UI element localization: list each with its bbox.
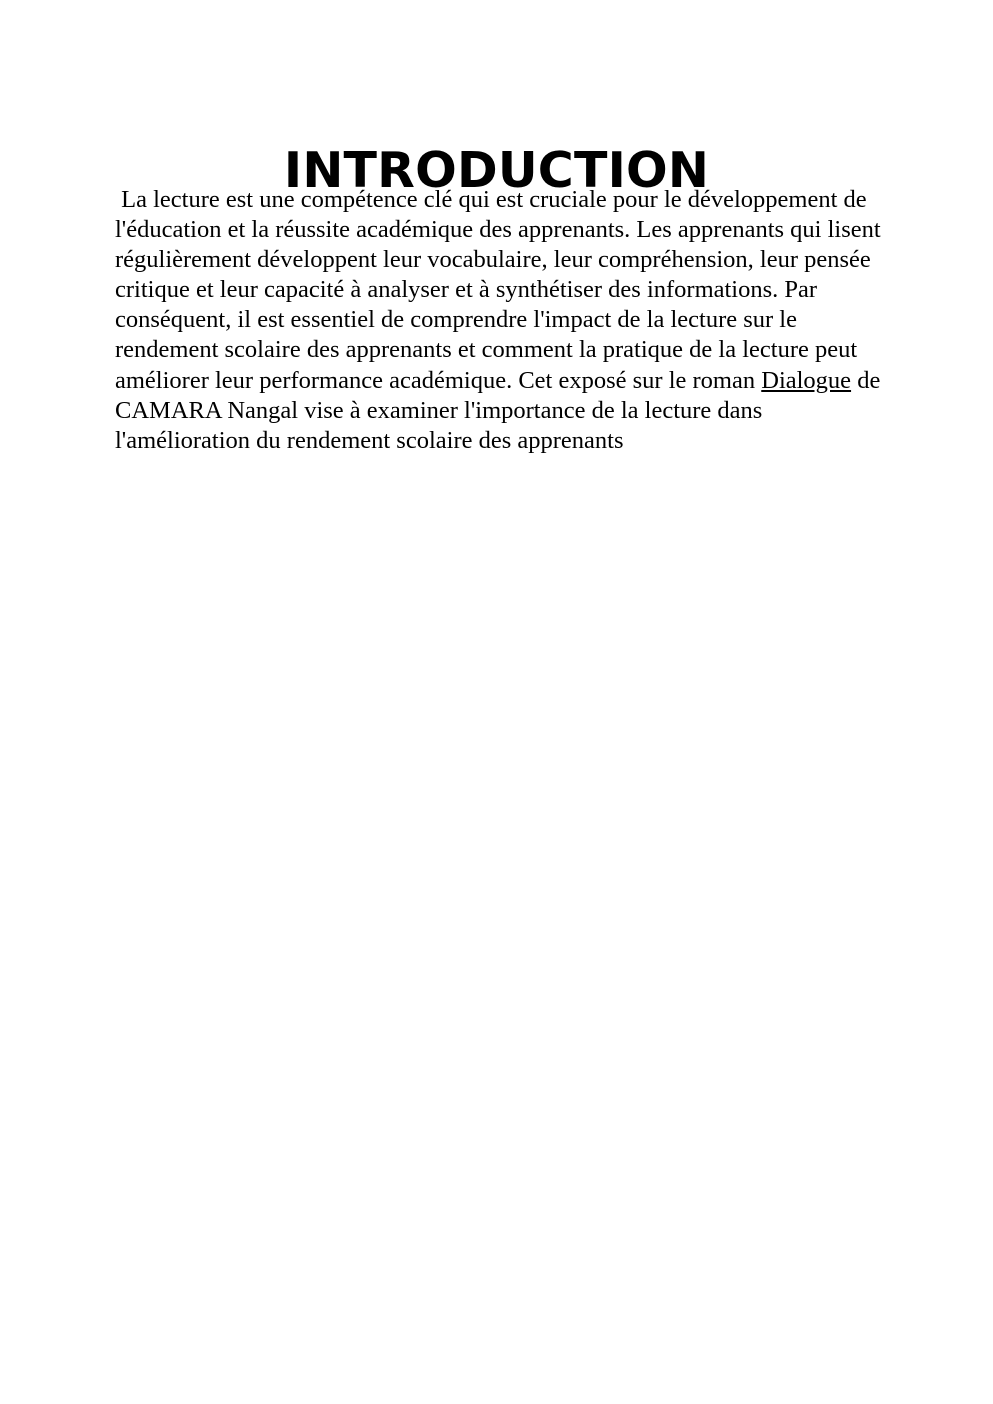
- paragraph-text-before-work: La lecture est une compétence clé qui est cruciale pour le développement de l'éducation et la réussite académique des apprenants. Les apprenants qui lisent régulièrement développent leur vocabulaire, leur compréhension, leur pensée critique et leur capacité à analyser et à synthétiser des informations. Par conséquent, il est essentiel de comprendre l'impact de la lecture sur le rendement scolaire des apprenants et comment la pratique de la lecture peut améliorer leur performance académique. Cet exposé sur le roman: [115, 186, 881, 394]
- page-title: INTRODUCTION: [283, 141, 710, 199]
- work-title-dialogue: Dialogue: [761, 366, 852, 394]
- body-text-block: [115, 185, 883, 456]
- paragraph-text-after-work: de CAMARA Nangal vise à examiner l'importance de la lecture dans l'amélioration du rendement scolaire des apprenants: [115, 366, 881, 454]
- introduction-paragraph: [115, 185, 883, 456]
